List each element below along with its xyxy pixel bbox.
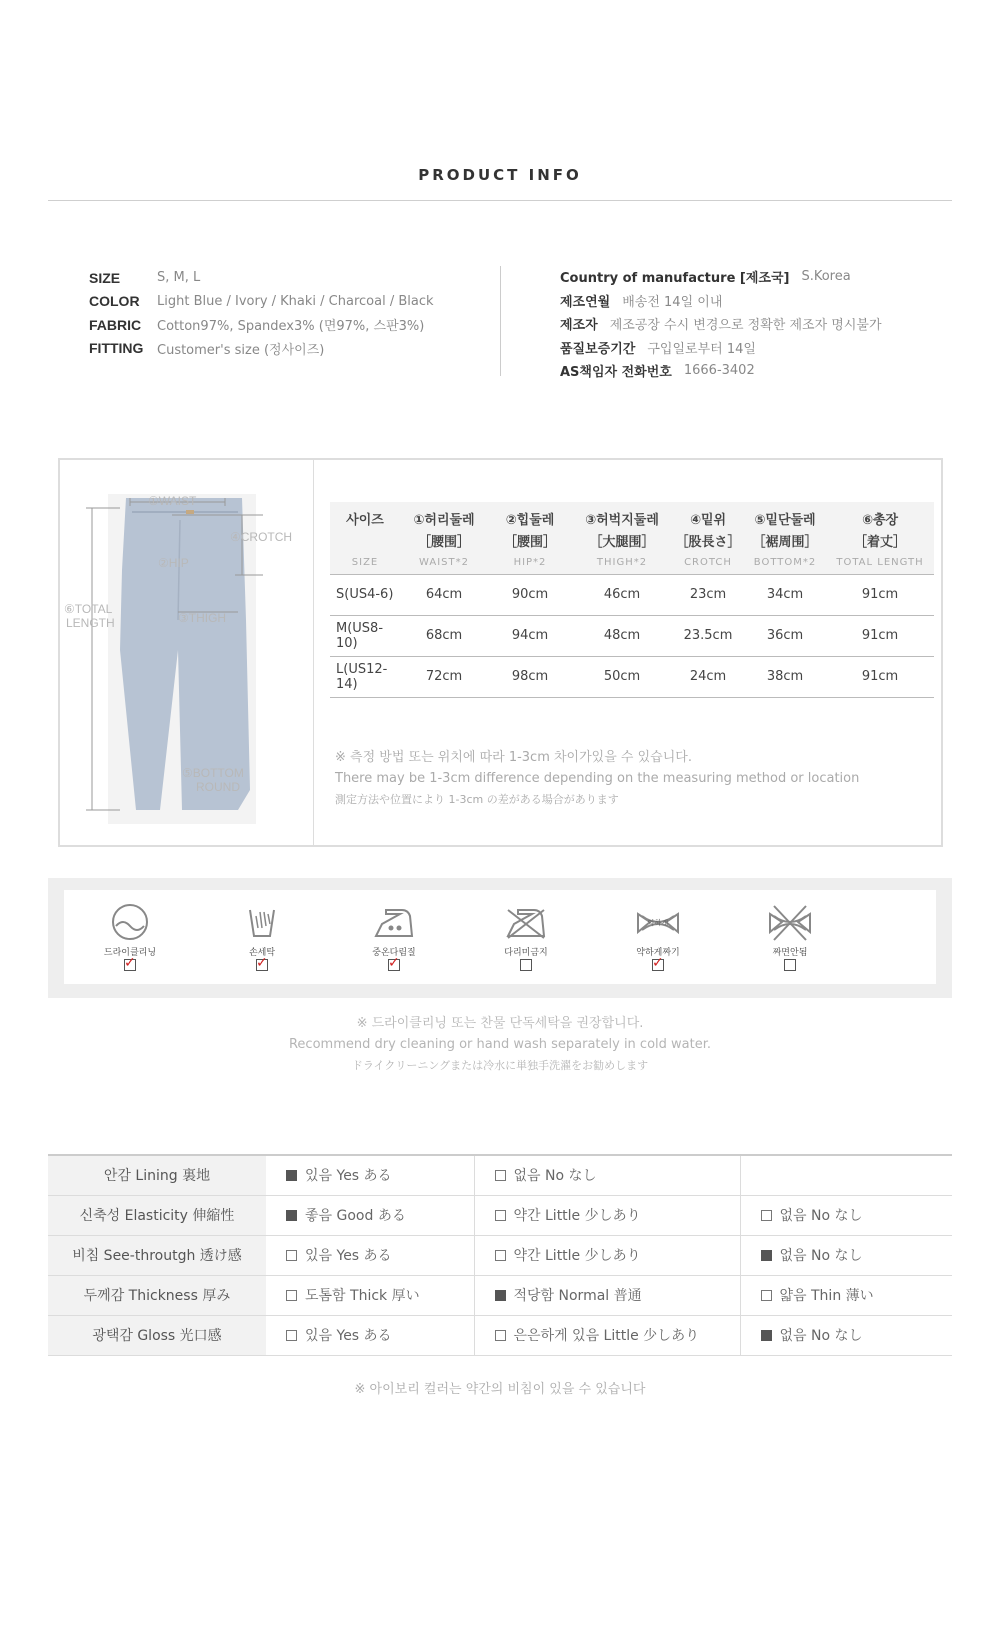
size-cell: M(US8-10) — [330, 615, 400, 656]
measure-note-ko: ※ 측정 방법 또는 위치에 따라 1-3cm 차이가있을 수 있습니다. — [335, 750, 692, 765]
option-cell[interactable]: 적당함 Normal 普通 — [474, 1275, 740, 1315]
wash-note-en: Recommend dry cleaning or hand wash separately in cold water. — [288, 1037, 711, 1052]
no-iron-icon — [504, 902, 548, 942]
option-cell[interactable]: 없음 No なし — [740, 1195, 952, 1235]
value-cell: 91cm — [826, 574, 934, 615]
value-cell: 36cm — [744, 615, 826, 656]
value-cell: 72cm — [400, 656, 488, 697]
hip-label: ②HIP — [158, 556, 189, 570]
measure-notes — [335, 747, 859, 810]
info-value: 1666-3402 — [683, 363, 755, 379]
pants-image — [60, 460, 313, 845]
info-value: Cotton97%, Spandex3% (면97%, 스판3%) — [157, 319, 425, 335]
care-item-no-wring — [724, 890, 856, 984]
care-label: 짜면안됨 — [772, 948, 808, 958]
size-table — [330, 502, 934, 698]
th-crotch: ④밑위 ［股長さ］ CROTCH — [672, 502, 744, 574]
title-divider — [48, 200, 952, 201]
care-checkbox[interactable] — [520, 959, 532, 971]
value-cell: 98cm — [488, 656, 572, 697]
info-key: FABRIC — [89, 316, 142, 333]
table-row — [48, 1155, 952, 1195]
care-checkbox[interactable] — [784, 959, 796, 971]
info-row-country — [560, 265, 882, 289]
checkbox[interactable] — [495, 1210, 506, 1221]
table-row — [48, 1275, 952, 1315]
info-value: Customer's size (정사이즈) — [157, 342, 325, 358]
care-label: 손세탁 — [248, 948, 276, 958]
wring-gently-icon — [636, 902, 680, 942]
option-cell[interactable]: 있음 Yes ある — [266, 1155, 474, 1195]
info-value: Light Blue / Ivory / Khaki / Charcoal / Black — [157, 293, 434, 309]
care-item-dry-clean — [64, 890, 196, 984]
wring-gently-text: 약하게 — [647, 919, 669, 927]
table-row — [48, 1235, 952, 1275]
option-cell[interactable]: 약간 Little 少しあり — [474, 1195, 740, 1235]
value-cell: 38cm — [744, 656, 826, 697]
crotch-label: ④CROTCH — [230, 530, 293, 544]
info-value: 배송전 14일 이내 — [622, 294, 723, 310]
info-key: COLOR — [89, 293, 140, 310]
size-box-divider — [313, 460, 314, 845]
wash-note-ja: ドライクリーニングまたは冷水に単独手洗濯をお勧めします — [351, 1059, 649, 1072]
property-table — [48, 1154, 952, 1356]
info-value: S.Korea — [801, 269, 851, 285]
value-cell: 91cm — [826, 656, 934, 697]
care-checkbox[interactable]: ✓ — [124, 955, 136, 971]
info-value: 구입일로부터 14일 — [647, 341, 756, 357]
measure-note-en: There may be 1-3cm difference depending on the measuring method or location — [335, 771, 860, 786]
value-cell: 34cm — [744, 574, 826, 615]
info-divider — [500, 266, 501, 376]
option-cell[interactable]: 도톰함 Thick 厚い — [266, 1275, 474, 1315]
option-cell[interactable]: 은은하게 있음 Little 少しあり — [474, 1315, 740, 1355]
property-key: 신축성 Elasticity 伸縮性 — [48, 1195, 266, 1235]
wash-notes — [0, 1013, 1000, 1076]
checkbox-checked[interactable] — [761, 1330, 772, 1341]
info-key: Country of manufacture [제조국] — [560, 271, 790, 287]
checkbox-checked[interactable] — [286, 1170, 297, 1181]
table-row — [48, 1315, 952, 1355]
checkbox[interactable] — [286, 1290, 297, 1301]
table-row — [48, 1195, 952, 1235]
th-size: 사이즈 SIZE — [330, 502, 400, 574]
checkbox-checked[interactable] — [761, 1250, 772, 1261]
checkbox[interactable] — [495, 1250, 506, 1261]
option-cell[interactable]: 없음 No なし — [740, 1235, 952, 1275]
checkbox[interactable] — [286, 1330, 297, 1341]
total-length-label-2: LENGTH — [66, 616, 115, 630]
manufacture-info — [560, 265, 882, 383]
property-key: 비침 See-throutgh 透け感 — [48, 1235, 266, 1275]
checkbox[interactable] — [495, 1170, 506, 1181]
info-row-size — [89, 266, 434, 290]
care-item-wring-gently — [592, 890, 724, 984]
care-panel — [48, 878, 952, 998]
value-cell: 91cm — [826, 615, 934, 656]
total-length-label-1: ⑥TOTAL — [64, 602, 113, 616]
size-chart-box — [58, 458, 943, 847]
info-key: AS책임자 전화번호 — [560, 365, 672, 381]
size-table-header — [330, 502, 934, 574]
size-cell: S(US4-6) — [330, 574, 400, 615]
th-hip: ②힙둘레 ［腰围］ HIP*2 — [488, 502, 572, 574]
checkbox-checked[interactable] — [286, 1210, 297, 1221]
value-cell: 46cm — [572, 574, 672, 615]
checkbox-checked[interactable] — [495, 1290, 506, 1301]
value-cell: 24cm — [672, 656, 744, 697]
basic-info — [89, 266, 434, 360]
info-key: SIZE — [89, 269, 121, 286]
ivory-note: ※ 아이보리 컬러는 약간의 비침이 있을 수 있습니다 — [354, 1382, 646, 1397]
option-cell[interactable]: 없음 No なし — [740, 1315, 952, 1355]
info-key: 제조연월 — [560, 294, 611, 310]
info-row-date — [560, 289, 882, 313]
property-key: 안감 Lining 裏地 — [48, 1155, 266, 1195]
table-row — [330, 656, 934, 697]
bottom-label-1: ⑤BOTTOM — [182, 766, 244, 780]
info-key: FITTING — [89, 340, 144, 357]
table-row — [330, 615, 934, 656]
care-item-iron — [328, 890, 460, 984]
care-item-no-iron — [460, 890, 592, 984]
value-cell: 50cm — [572, 656, 672, 697]
th-waist: ①허리둘레 ［腰围］ WAIST*2 — [400, 502, 488, 574]
checkbox[interactable] — [761, 1290, 772, 1301]
option-cell[interactable]: 약간 Little 少しあり — [474, 1235, 740, 1275]
table-row — [330, 574, 934, 615]
value-cell: 48cm — [572, 615, 672, 656]
bottom-label-2: ROUND — [196, 780, 240, 794]
info-value: S, M, L — [157, 270, 201, 286]
measure-note-ja: 測定方法や位置により 1-3cm の差がある場合があります — [335, 793, 619, 806]
care-label: 드라이클리닝 — [103, 948, 157, 958]
thigh-label: ③THIGH — [178, 611, 227, 625]
info-row-warranty — [560, 336, 882, 360]
info-row-fitting — [89, 337, 434, 361]
value-cell: 23cm — [672, 574, 744, 615]
value-cell: 90cm — [488, 574, 572, 615]
info-row-fabric — [89, 313, 434, 337]
value-cell: 68cm — [400, 615, 488, 656]
care-checkbox[interactable]: ✓ — [388, 955, 400, 971]
option-cell[interactable]: 얇음 Thin 薄い — [740, 1275, 952, 1315]
checkbox[interactable] — [761, 1210, 772, 1221]
iron-medium-icon — [372, 902, 416, 942]
dry-clean-icon — [108, 902, 152, 942]
care-label: 다리미금지 — [504, 948, 548, 958]
property-key: 두께감 Thickness 厚み — [48, 1275, 266, 1315]
value-cell: 64cm — [400, 574, 488, 615]
care-label: 중온다림질 — [372, 948, 416, 958]
care-checkbox[interactable]: ✓ — [256, 955, 268, 971]
th-thigh: ③허벅지둘레 ［大腿围］ THIGH*2 — [572, 502, 672, 574]
no-wring-icon — [768, 902, 812, 942]
wash-note-ko: ※ 드라이클리닝 또는 찬물 단독세탁을 권장합니다. — [356, 1016, 644, 1031]
checkbox[interactable] — [495, 1330, 506, 1341]
info-key: 제조자 — [560, 318, 598, 334]
hand-wash-icon — [240, 902, 284, 942]
option-cell[interactable]: 없음 No なし — [474, 1155, 740, 1195]
value-cell: 23.5cm — [672, 615, 744, 656]
option-cell-empty — [740, 1155, 952, 1195]
info-key: 품질보증기간 — [560, 341, 636, 357]
checkbox[interactable] — [286, 1250, 297, 1261]
care-checkbox[interactable]: ✓ — [652, 955, 664, 971]
waist-label: ①WAIST — [148, 494, 197, 508]
option-cell[interactable]: 있음 Yes ある — [266, 1235, 474, 1275]
value-cell: 94cm — [488, 615, 572, 656]
info-row-as-phone — [560, 359, 882, 383]
info-value: 제조공장 수시 변경으로 정확한 제조자 명시불가 — [609, 318, 882, 334]
th-bottom: ⑤밑단둘레 ［裾周围］ BOTTOM*2 — [744, 502, 826, 574]
info-row-color — [89, 290, 434, 314]
option-cell[interactable]: 좋음 Good ある — [266, 1195, 474, 1235]
size-cell: L(US12-14) — [330, 656, 400, 697]
option-cell[interactable]: 있음 Yes ある — [266, 1315, 474, 1355]
care-label: 약하게짜기 — [636, 948, 680, 958]
property-key: 광택감 Gloss 光口感 — [48, 1315, 266, 1355]
th-total-length: ⑥총장 ［着丈］ TOTAL LENGTH — [826, 502, 934, 574]
info-row-maker — [560, 312, 882, 336]
pants-diagram — [60, 460, 313, 845]
page-title: PRODUCT INFO — [418, 166, 582, 184]
care-panel-inner — [64, 890, 936, 984]
care-item-hand-wash — [196, 890, 328, 984]
